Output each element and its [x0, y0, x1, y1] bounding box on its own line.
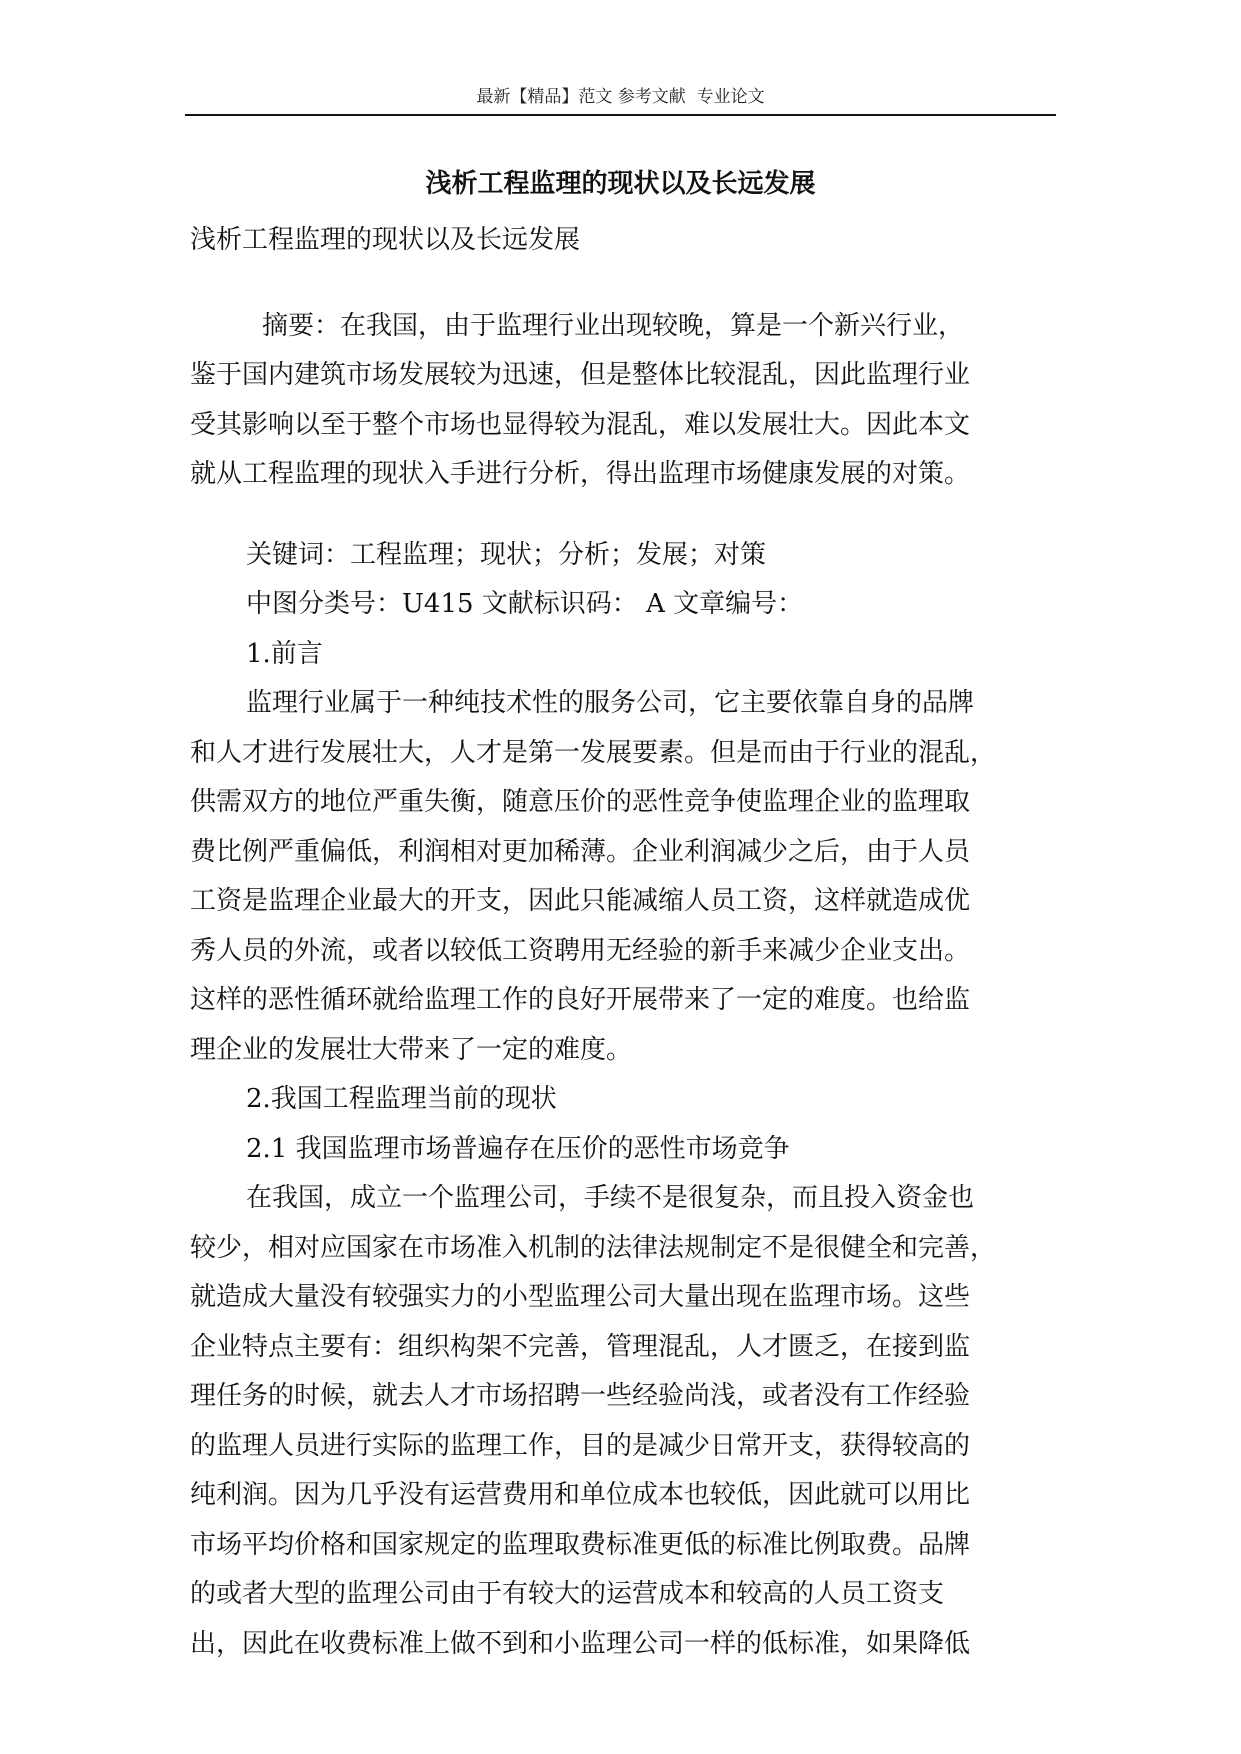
subtitle-line: 浅析工程监理的现状以及长远发展 [190, 225, 581, 255]
paragraph-line: 出，因此在收费标准上做不到和小监理公司一样的低标准，如果降低 [190, 1628, 971, 1659]
header-divider [185, 114, 1056, 116]
section-heading: 1.前言 [246, 638, 323, 669]
paragraph-line: 纯利润。因为几乎没有运营费用和单位成本也较低，因此就可以用比 [190, 1480, 971, 1510]
subsection-heading: 2.1 我国监理市场普遍存在压价的恶性市场竞争 [246, 1133, 790, 1164]
paragraph-line: 供需双方的地位严重失衡，随意压价的恶性竞争使监理企业的监理取 [190, 787, 971, 817]
paragraph-line: 的监理人员进行实际的监理工作，目的是减少日常开支，获得较高的 [190, 1430, 971, 1461]
spacer [190, 500, 1060, 531]
paragraph-line: 这样的恶性循环就给监理工作的良好开展带来了一定的难度。也给监 [190, 985, 971, 1015]
section-heading: 2.我国工程监理当前的现状 [246, 1084, 557, 1114]
spacer [190, 266, 1060, 302]
paragraph-line: 工资是监理企业最大的开支，因此只能减缩人员工资，这样就造成优 [190, 886, 971, 916]
document-title: 浅析工程监理的现状以及长远发展 [425, 169, 816, 199]
paragraph-line: 和人才进行发展壮大，人才是第一发展要素。但是而由于行业的混乱， [190, 737, 997, 768]
paragraph-line: 理任务的时候，就去人才市场招聘一些经验尚浅，或者没有工作经验 [190, 1381, 971, 1411]
abstract-line: 鉴于国内建筑市场发展较为迅速，但是整体比较混乱，因此监理行业 [190, 360, 971, 390]
paragraph-line: 费比例严重偏低，利润相对更加稀薄。企业利润减少之后，由于人员 [190, 836, 971, 867]
paragraph-line: 企业特点主要有：组织构架不完善，管理混乱，人才匮乏，在接到监 [190, 1331, 971, 1362]
abstract-line: 受其影响以至于整个市场也显得较为混乱，难以发展壮大。因此本文 [190, 409, 971, 440]
keywords-line: 关键词：工程监理；现状；分析；发展；对策 [246, 539, 767, 570]
running-header: 最新【精品】范文 参考文献 专业论文 [476, 87, 765, 107]
paragraph-line: 较少，相对应国家在市场准入机制的法律法规制定不是很健全和完善， [190, 1232, 997, 1263]
paragraph-line: 就造成大量没有较强实力的小型监理公司大量出现在监理市场。这些 [190, 1282, 971, 1312]
paragraph-line: 监理行业属于一种纯技术性的服务公司，它主要依靠自身的品牌 [246, 688, 975, 718]
classification-line: 中图分类号：U415 文献标识码： A 文章编号： [246, 589, 804, 619]
paragraph-line: 市场平均价格和国家规定的监理取费标准更低的标准比例取费。品牌 [190, 1529, 971, 1560]
paragraph-line: 理企业的发展壮大带来了一定的难度。 [190, 1034, 633, 1065]
abstract-line: 摘要：在我国，由于监理行业出现较晚，算是一个新兴行业， [262, 310, 965, 341]
document-body [190, 216, 1060, 1669]
paragraph-line: 秀人员的外流，或者以较低工资聘用无经验的新手来减少企业支出。 [190, 935, 971, 966]
abstract-line: 就从工程监理的现状入手进行分析，得出监理市场健康发展的对策。 [190, 459, 971, 489]
paragraph-line: 在我国，成立一个监理公司，手续不是很复杂，而且投入资金也 [246, 1183, 975, 1213]
paragraph-line: 的或者大型的监理公司由于有较大的运营成本和较高的人员工资支 [190, 1579, 945, 1609]
